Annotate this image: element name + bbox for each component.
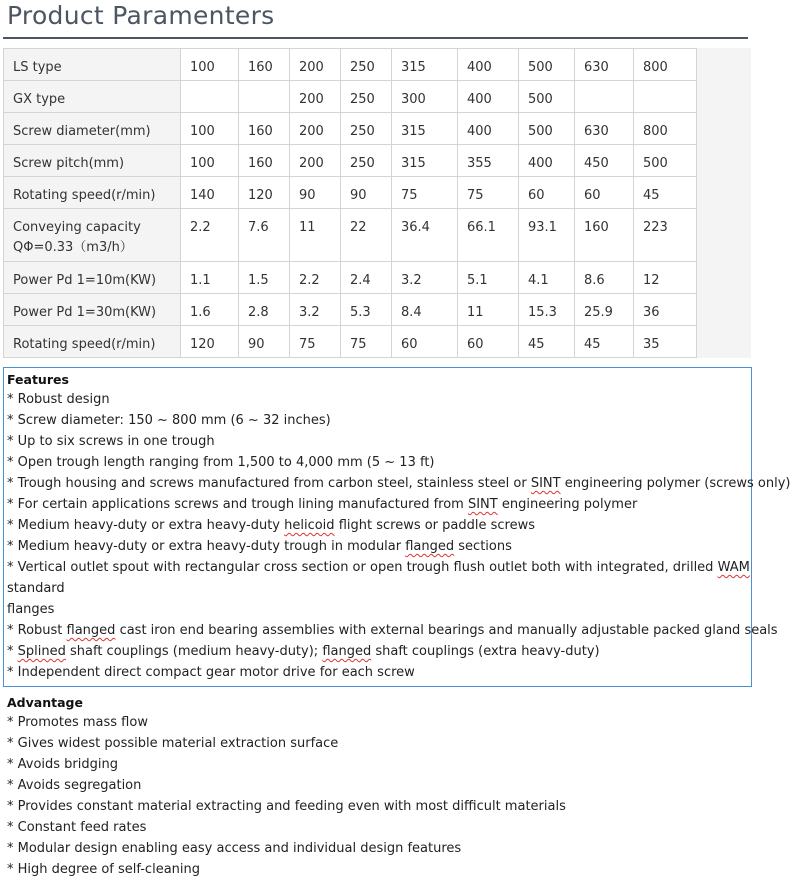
list-item: standard	[7, 581, 65, 596]
table-cell: 160	[239, 113, 290, 145]
list-item: * Robust flanged cast iron end bearing assemblies with external bearings and manually adjustable packed gland seals	[7, 623, 778, 638]
list-item: * Screw diameter: 150 ~ 800 mm (6 ~ 32 inches)	[7, 413, 331, 428]
advantage-list	[4, 712, 751, 880]
table-cell: 36.4	[392, 209, 458, 262]
table-row	[4, 326, 697, 358]
list-item: * Splined shaft couplings (medium heavy-duty); flanged shaft couplings (extra heavy-duty)	[7, 644, 600, 659]
table-cell: 45	[575, 326, 634, 358]
table-cell: 400	[519, 145, 575, 177]
row-label	[4, 113, 181, 145]
table-cell: 93.1	[519, 209, 575, 262]
table-cell: 450	[575, 145, 634, 177]
list-item: * Provides constant material extracting and feeding even with most difficult materials	[7, 799, 566, 814]
table-cell: 160	[575, 209, 634, 262]
page-title: Product Paramenters	[7, 1, 275, 30]
table-cell: 100	[181, 145, 239, 177]
table-cell: 45	[634, 177, 697, 209]
table-cell: 90	[341, 177, 392, 209]
list-item: * High degree of self-cleaning	[7, 862, 201, 877]
table-cell: 400	[458, 49, 519, 81]
table-cell: 315	[392, 49, 458, 81]
table-cell	[239, 81, 290, 113]
list-item: * Constant feed rates	[7, 820, 147, 835]
table-cell: 500	[519, 81, 575, 113]
table-cell: 60	[458, 326, 519, 358]
table-row	[4, 49, 697, 81]
row-label-text: GX type	[13, 92, 66, 107]
table-cell: 11	[290, 209, 341, 262]
table-cell: 630	[575, 113, 634, 145]
list-item: * Medium heavy-duty or extra heavy-duty trough in modular flanged sections	[7, 539, 512, 554]
table-cell: 200	[290, 49, 341, 81]
table-cell: 200	[290, 113, 341, 145]
table-cell: 300	[392, 81, 458, 113]
table-cell: 160	[239, 145, 290, 177]
table-cell: 200	[290, 81, 341, 113]
table-cell: 120	[181, 326, 239, 358]
list-item: * Up to six screws in one trough	[7, 434, 215, 449]
table-row	[4, 294, 697, 326]
table-cell: 500	[519, 113, 575, 145]
table-cell: 15.3	[519, 294, 575, 326]
table-cell: 160	[239, 49, 290, 81]
advantage-heading: Advantage	[7, 695, 83, 710]
table-cell: 1.5	[239, 262, 290, 294]
features-list	[4, 389, 790, 683]
row-label	[4, 177, 181, 209]
table-cell: 500	[519, 49, 575, 81]
table-cell: 500	[634, 145, 697, 177]
row-label	[4, 294, 181, 326]
table-cell: 75	[458, 177, 519, 209]
table-cell	[575, 81, 634, 113]
table-cell: 36	[634, 294, 697, 326]
parameters-table-container	[3, 48, 751, 358]
table-cell: 45	[519, 326, 575, 358]
table-cell: 25.9	[575, 294, 634, 326]
table-cell: 22	[341, 209, 392, 262]
table-cell: 140	[181, 177, 239, 209]
list-item: * Gives widest possible material extraction surface	[7, 736, 339, 751]
features-heading: Features	[7, 372, 69, 387]
table-row	[4, 145, 697, 177]
table-cell: 630	[575, 49, 634, 81]
table-cell: 2.2	[290, 262, 341, 294]
table-row	[4, 262, 697, 294]
list-item: * Medium heavy-duty or extra heavy-duty helicoid flight screws or paddle screws	[7, 518, 536, 533]
table-cell: 5.3	[341, 294, 392, 326]
row-label	[4, 145, 181, 177]
table-cell: 250	[341, 49, 392, 81]
row-label-text: Conveying capacity	[13, 220, 141, 235]
table-cell: 1.1	[181, 262, 239, 294]
table-cell: 3.2	[392, 262, 458, 294]
row-label	[4, 326, 181, 358]
title-divider	[3, 37, 748, 39]
list-item: flanges	[7, 602, 55, 617]
table-cell: 12	[634, 262, 697, 294]
table-cell: 1.6	[181, 294, 239, 326]
table-cell: 75	[392, 177, 458, 209]
row-label-text: Rotating speed(r/min)	[13, 337, 156, 352]
list-item: * Trough housing and screws manufactured from carbon steel, stainless steel or SINT engineering polymer (screws only)	[7, 476, 790, 491]
table-cell: 5.1	[458, 262, 519, 294]
table-cell: 100	[181, 49, 239, 81]
table-cell: 315	[392, 113, 458, 145]
table-cell: 66.1	[458, 209, 519, 262]
list-item: * Avoids segregation	[7, 778, 142, 793]
table-cell: 2.4	[341, 262, 392, 294]
table-cell: 2.8	[239, 294, 290, 326]
table-cell: 2.2	[181, 209, 239, 262]
table-row	[4, 81, 697, 113]
table-cell: 400	[458, 113, 519, 145]
list-item: * Robust design	[7, 392, 110, 407]
row-label-text: Screw pitch(mm)	[13, 156, 125, 171]
table-cell	[181, 81, 239, 113]
table-cell: 223	[634, 209, 697, 262]
table-cell: 35	[634, 326, 697, 358]
table-cell: 800	[634, 49, 697, 81]
advantage-section	[3, 692, 752, 884]
table-cell: 200	[290, 145, 341, 177]
table-cell: 355	[458, 145, 519, 177]
row-label-text: Power Pd 1=10m(KW)	[13, 273, 157, 288]
table-cell: 90	[239, 326, 290, 358]
table-cell: 75	[290, 326, 341, 358]
table-cell: 60	[392, 326, 458, 358]
row-label	[4, 262, 181, 294]
table-row	[4, 177, 697, 209]
table-cell: 4.1	[519, 262, 575, 294]
table-cell	[634, 81, 697, 113]
list-item: * Open trough length ranging from 1,500 to 4,000 mm (5 ~ 13 ft)	[7, 455, 435, 470]
row-label-text: Screw diameter(mm)	[13, 124, 151, 139]
table-cell: 11	[458, 294, 519, 326]
table-cell: 3.2	[290, 294, 341, 326]
table-cell: 90	[290, 177, 341, 209]
table-row	[4, 113, 697, 145]
table-cell: 7.6	[239, 209, 290, 262]
table-cell: 8.6	[575, 262, 634, 294]
list-item: * Avoids bridging	[7, 757, 118, 772]
table-cell: 60	[575, 177, 634, 209]
table-cell: 800	[634, 113, 697, 145]
table-cell: 250	[341, 113, 392, 145]
row-label-text: Rotating speed(r/min)	[13, 188, 156, 203]
row-label-unit: QΦ=0.33（m3/h）	[13, 240, 133, 255]
list-item: * Vertical outlet spout with rectangular cross section or open trough flush outlet both with integrated, drilled WAM	[7, 560, 750, 575]
row-label	[4, 209, 181, 262]
list-item: * For certain applications screws and trough lining manufactured from SINT engineering polymer	[7, 497, 638, 512]
parameters-table	[3, 48, 697, 358]
features-section[interactable]	[3, 367, 790, 687]
list-item: * Independent direct compact gear motor drive for each screw	[7, 665, 415, 680]
table-cell: 250	[341, 81, 392, 113]
table-cell: 250	[341, 145, 392, 177]
table-cell: 315	[392, 145, 458, 177]
list-item: * Modular design enabling easy access and individual design features	[7, 841, 462, 856]
table-cell: 120	[239, 177, 290, 209]
list-item: * Promotes mass flow	[7, 715, 148, 730]
row-label-text: LS type	[13, 60, 62, 75]
table-cell: 100	[181, 113, 239, 145]
row-label	[4, 49, 181, 81]
table-cell: 8.4	[392, 294, 458, 326]
row-label-text: Power Pd 1=30m(KW)	[13, 305, 157, 320]
table-cell: 75	[341, 326, 392, 358]
table-row	[4, 209, 697, 262]
table-cell: 400	[458, 81, 519, 113]
table-cell: 60	[519, 177, 575, 209]
row-label	[4, 81, 181, 113]
